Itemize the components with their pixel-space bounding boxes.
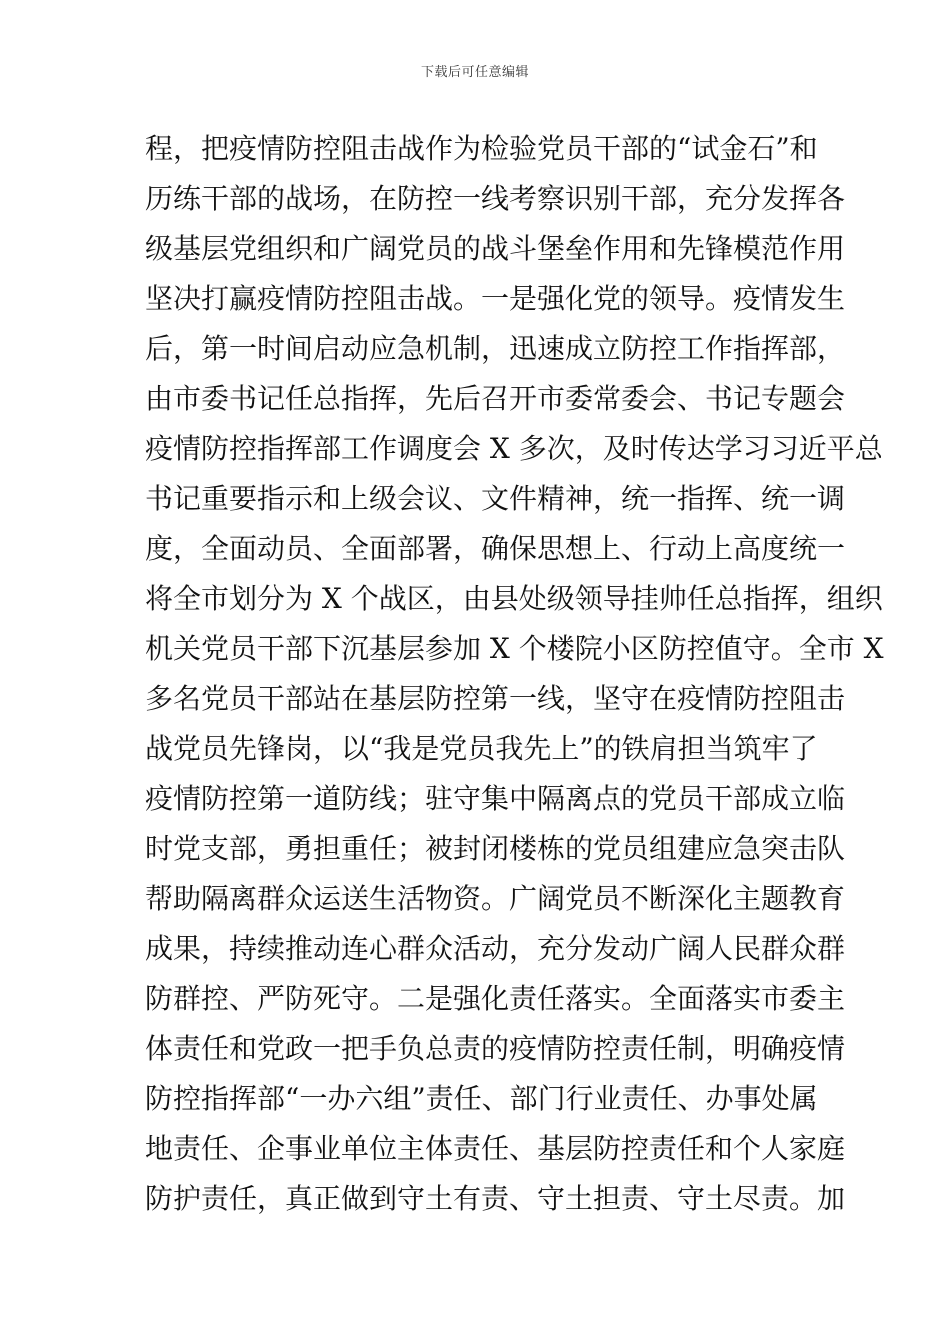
text-line: 防控指挥部“一办六组”责任、部门行业责任、办事处属 xyxy=(145,1082,818,1115)
text-line: 帮助隔离群众运送生活物资。广阔党员不断深化主题教育 xyxy=(145,882,846,915)
text-line: 度，全面动员、全面部署，确保思想上、行动上高度统一 xyxy=(145,532,846,565)
page-header: 下载后可任意编辑 xyxy=(420,65,529,80)
text-line: 机关党员干部下沉基层参加 X 个楼院小区防控值守。全市 X xyxy=(145,632,884,665)
text-line: 战党员先锋岗，以“我是党员我先上”的铁肩担当筑牢了 xyxy=(145,732,818,765)
text-line: 防护责任，真正做到守土有责、守土担责、守土尽责。加 xyxy=(145,1182,846,1215)
text-line: 时党支部，勇担重任；被封闭楼栋的党员组建应急突击队 xyxy=(145,832,846,865)
text-line: 程，把疫情防控阻击战作为检验党员干部的“试金石”和 xyxy=(145,132,818,165)
text-line: 书记重要指示和上级会议、文件精神，统一指挥、统一调 xyxy=(145,482,846,515)
text-line: 历练干部的战场，在防控一线考察识别干部，充分发挥各 xyxy=(145,182,846,215)
text-line: 多名党员干部站在基层防控第一线，坚守在疫情防控阻击 xyxy=(145,682,846,715)
text-line: 疫情防控第一道防线；驻守集中隔离点的党员干部成立临 xyxy=(145,782,846,815)
text-line: 疫情防控指挥部工作调度会 X 多次，及时传达学习习近平总 xyxy=(145,432,883,465)
text-line: 成果，持续推动连心群众活动，充分发动广阔人民群众群 xyxy=(145,932,846,965)
text-line: 将全市划分为 X 个战区，由县处级领导挂帅任总指挥，组织 xyxy=(145,582,883,615)
text-line: 体责任和党政一把手负总责的疫情防控责任制，明确疫情 xyxy=(145,1032,846,1065)
body-paragraph xyxy=(145,124,884,1224)
text-line: 地责任、企事业单位主体责任、基层防控责任和个人家庭 xyxy=(145,1132,846,1165)
text-line: 级基层党组织和广阔党员的战斗堡垒作用和先锋模范作用 xyxy=(145,232,846,265)
text-line: 后，第一时间启动应急机制，迅速成立防控工作指挥部， xyxy=(145,332,846,365)
text-line: 由市委书记任总指挥，先后召开市委常委会、书记专题会 xyxy=(145,382,846,415)
text-line: 坚决打赢疫情防控阻击战。一是强化党的领导。疫情发生 xyxy=(145,282,846,315)
text-line: 防群控、严防死守。二是强化责任落实。全面落实市委主 xyxy=(145,982,846,1015)
